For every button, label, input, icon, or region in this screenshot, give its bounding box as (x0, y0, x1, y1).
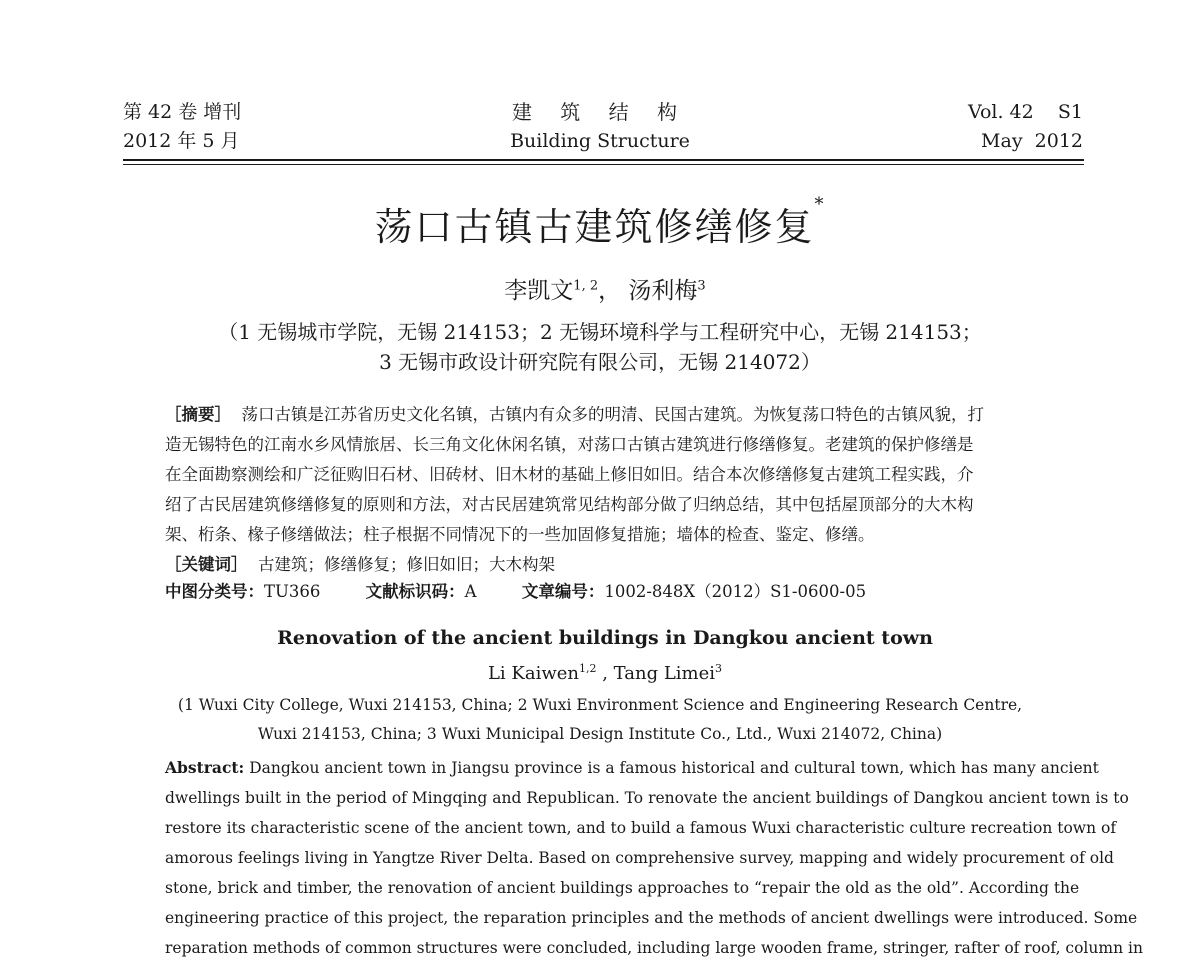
author-en-2: Tang Limei (613, 663, 716, 684)
author-zh-separator: ， (598, 278, 622, 304)
abstract-zh-line-2: 造无锡特色的江南水乡风情旅居、长三角文化休闲名镇，对荡口古镇古建筑进行修缮修复。老建筑的保护修缮是 (165, 435, 974, 454)
affiliation-zh-line-1: （1 无锡城市学院，无锡 214153；2 无锡环境科学与工程研究中心，无锡 214153； (218, 320, 982, 344)
author-en-1-affil: 1,2 (578, 662, 597, 675)
abstract-zh (165, 400, 1045, 580)
author-zh-1: 李凯文 (504, 278, 574, 304)
author-zh-2: 汤利梅 (628, 278, 698, 304)
affiliation-en-line-2: Wuxi 214153, China; 3 Wuxi Municipal Design Institute Co., Ltd., Wuxi 214072, China) (257, 725, 943, 743)
keywords-zh-text: 古建筑；修缮修复；修旧如旧；大木构架 (258, 555, 555, 574)
doc-code-value: A (464, 582, 477, 601)
article-no-label: 文章编号： (521, 582, 605, 601)
abstract-zh-label: ［摘要］ (165, 405, 231, 424)
header-rule-thick (123, 159, 1084, 161)
doc-code-label: 文献标识码： (365, 582, 465, 601)
keywords-zh (165, 550, 1045, 580)
volume-zh: 第 42 卷 增刊 (123, 101, 242, 123)
author-zh-2-affil: 3 (697, 278, 706, 294)
abstract-en (165, 753, 1143, 963)
author-en-separator: , (596, 663, 614, 684)
authors-en (0, 662, 1200, 684)
abstract-zh-line-5: 架、桁条、椽子修缮做法；柱子根据不同情况下的一些加固修复措施；墙体的检查、鉴定、修缮。 (165, 525, 875, 544)
article-no-value: 1002-848X（2012）S1-0600-05 (604, 582, 867, 601)
clc-value: TU366 (264, 582, 321, 601)
volume-en: Vol. 42 S1 (967, 101, 1083, 123)
journal-name-en: Building Structure (510, 130, 690, 152)
affiliation-en-line-1: (1 Wuxi City College, Wuxi 214153, China; 2 Wuxi Environment Science and Engineering Research Centre, (177, 696, 1023, 714)
author-en-1: Li Kaiwen (487, 663, 579, 684)
abstract-en-line-7: reparation methods of common structures were concluded, including large wooden frame, stringer, rafter of roof, column in (165, 939, 1143, 957)
abstract-en-first-line (165, 753, 1099, 783)
abstract-zh-line-1: 荡口古镇是江苏省历史文化名镇，古镇内有众多的明清、民国古建筑。为恢复荡口特色的古镇风貌，打 (241, 405, 984, 424)
paper-title-en: Renovation of the ancient buildings in Dangkou ancient town (277, 627, 933, 649)
header-right (968, 98, 1083, 156)
abstract-en-line-2: dwellings built in the period of Mingqing and Republican. To renovate the ancient buildings of Dangkou ancient town is to (165, 789, 1129, 807)
abstract-zh-line (165, 400, 1045, 430)
date-en: May 2012 (981, 130, 1083, 152)
abstract-en-line-5: stone, brick and timber, the renovation of ancient buildings approaches to “repair the old as the old”. According the (165, 879, 1080, 897)
abstract-en-line-6: engineering practice of this project, the reparation principles and the methods of ancient dwellings were introduced. Some (165, 909, 1138, 927)
journal-name-zh: 建 筑 结 构 (511, 100, 689, 124)
header-rule-thin (123, 164, 1084, 165)
abstract-zh-line-3: 在全面勘察测绘和广泛征购旧石材、旧砖材、旧木材的基础上修旧如旧。结合本次修缮修复古建筑工程实践，介 (165, 465, 974, 484)
affiliation-zh-line-2: 3 无锡市政设计研究院有限公司，无锡 214072） (379, 350, 821, 374)
title-footnote-mark: * (814, 194, 826, 215)
date-zh: 2012 年 5 月 (123, 130, 240, 152)
abstract-en-line-4: amorous feelings living in Yangtze River Delta. Based on comprehensive survey, mapping and widely procurement of old (165, 849, 1114, 867)
abstract-en-line-1: Dangkou ancient town in Jiangsu province is a famous historical and cultural town, which has many ancient (249, 759, 1099, 777)
classification-row (165, 578, 866, 602)
author-en-2-affil: 3 (715, 662, 723, 675)
clc-label: 中图分类号： (165, 582, 264, 601)
keywords-zh-label: ［关键词］ (165, 555, 248, 574)
abstract-en-label: Abstract: (165, 758, 245, 777)
authors-zh (0, 272, 1200, 305)
title-zh-text: 荡口古镇古建筑修缮修复 (374, 205, 815, 249)
abstract-zh-line-4: 绍了古民居建筑修缮修复的原则和方法，对古民居建筑常见结构部分做了归纳总结，其中包括屋顶部分的大木构 (165, 495, 974, 514)
author-zh-1-affil: 1, 2 (573, 278, 599, 294)
paper-title-zh (0, 196, 1200, 251)
abstract-en-line-3: restore its characteristic scene of the ancient town, and to build a famous Wuxi characteristic culture recreation town of (165, 819, 1117, 837)
